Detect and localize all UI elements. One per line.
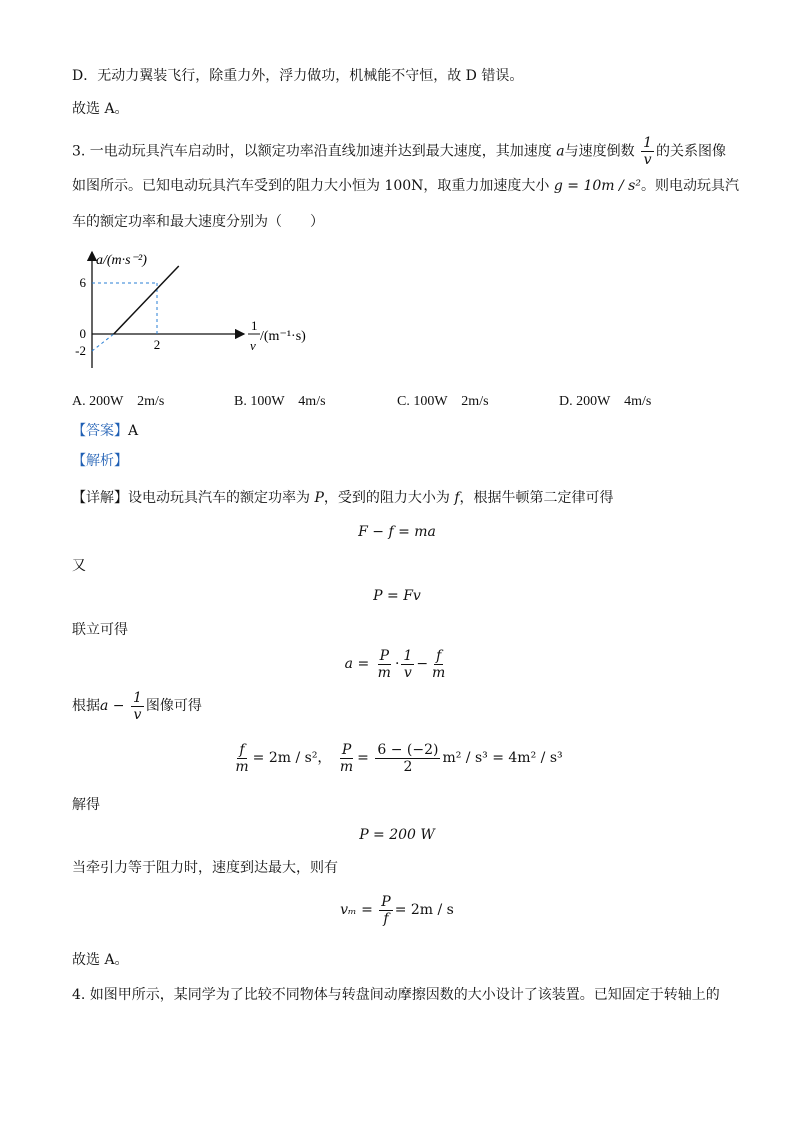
option-b[interactable]: B. 100W 4m/s (234, 394, 326, 409)
again-text: 又 (72, 558, 86, 574)
option-d-explanation: D．无动力翼装飞行，除重力外，浮力做功，机械能不守恒，故 D 错误。 (72, 68, 524, 84)
option-a[interactable]: A. 200W 2m/s (72, 394, 165, 409)
y-tick-label--2: -2 (75, 343, 86, 358)
combine-text: 联立可得 (72, 622, 128, 638)
equation-vm: vₘ = $\frac{P}{f}$ = 2m / s (340, 893, 454, 927)
option-c[interactable]: C. 100W 2m/s (397, 394, 489, 409)
equation-a: a = $\frac{P}{m}$ · $\frac{1}{v}$ − $\frac{f}{m}$ (344, 647, 446, 681)
question-3-line-3: 车的额定功率和最大速度分别为（ ） (72, 214, 324, 230)
question-3-line-2: 如图所示。已知电动玩具汽车受到的阻力大小恒为 100N，取重力加速度大小 g = 10m / s²。则电动玩具汽 (72, 178, 739, 194)
option-d[interactable]: D. 200W 4m/s (559, 394, 652, 409)
solve-text: 解得 (72, 797, 100, 813)
answer-row (72, 421, 722, 441)
equation-power: P = Fv (373, 588, 421, 604)
detail-line: 【详解】设电动玩具汽车的额定功率为 P，受到的阻力大小为 f，根据牛顿第二定律可得 (72, 490, 614, 506)
x-label-frac-num: 1 (251, 318, 258, 333)
equation-p-value: P = 200 W (359, 827, 435, 843)
answer-value: A (128, 423, 139, 439)
x-label-frac-den: v (250, 338, 256, 353)
y-tick-label-0: 0 (79, 326, 86, 341)
answer-options (72, 390, 722, 410)
analysis-tag: 【解析】 (72, 453, 128, 469)
previous-answer: 故选 A。 (72, 101, 129, 117)
x-tick-label-2: 2 (153, 337, 161, 352)
equation-slope: $\frac{f}{m}$ = 2m / s²， $\frac{P}{m}$ = $\frac{6 - (-2)}{2}$ m² / s³ = 4m² / s³ (235, 741, 563, 775)
final-answer: 故选 A。 (72, 952, 129, 968)
detail-tag: 【详解】 (72, 490, 128, 506)
question-4-text: 4. 如图甲所示，某同学为了比较不同物体与转盘间动摩擦因数的大小设计了该装置。已知固定于转轴上的 (72, 987, 720, 1003)
a-vs-inverse-v-graph (72, 246, 332, 376)
answer-tag: 【答案】 (72, 423, 128, 439)
x-axis-label: /(m⁻¹·s) (260, 329, 306, 344)
by-graph-text: 根据a − $\frac{1}{v}$ 图像可得 (72, 689, 202, 723)
y-tick-label-6: 6 (79, 275, 86, 290)
question-3-line-1: 3. 一电动玩具汽车启动时，以额定功率沿直线加速并达到最大速度，其加速度 a与速度倒数 $\frac{1}{v}$ 的关系图像 (72, 135, 726, 168)
data-line-0 (114, 266, 179, 334)
y-axis-label: a/(m·s⁻²) (96, 253, 147, 268)
dashed-guide-2 (92, 334, 114, 351)
equation-newton: F − f = ma (358, 524, 436, 540)
max-speed-text: 当牵引力等于阻力时，速度到达最大，则有 (72, 860, 338, 876)
